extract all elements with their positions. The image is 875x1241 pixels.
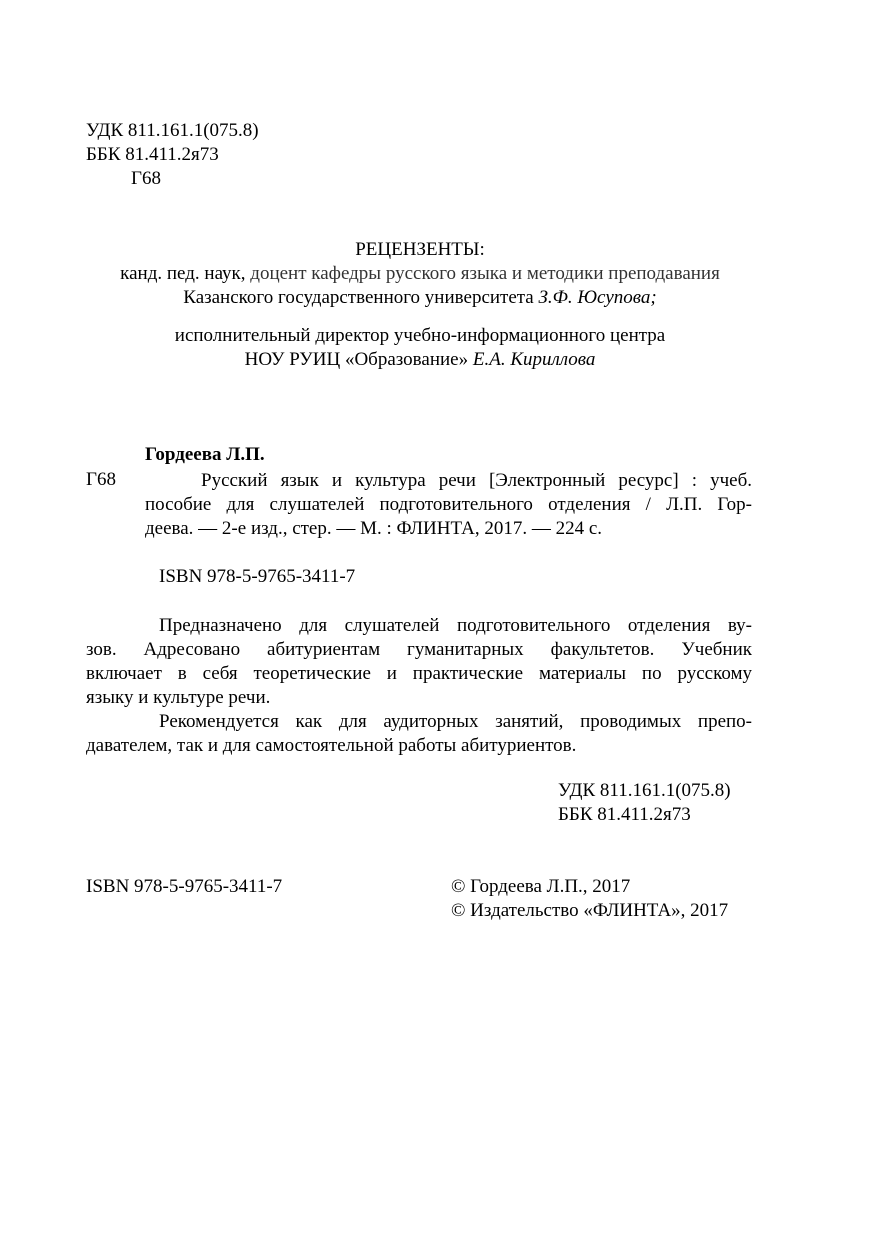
annotation-line-4: языку и культуре речи. [86,687,271,708]
annotation-line-1: Предназначено для слушателей подготовительного отделения ву- [159,615,752,636]
reviewer-2-affiliation: НОУ РУИЦ «Образование» [244,349,473,370]
reviewers-title: РЕЦЕНЗЕНТЫ: [355,239,485,260]
reviewer-1-name: З.Ф. Юсупова; [538,287,657,308]
entry-sign: Г68 [86,469,116,490]
annotation-line-5: Рекомендуется как для аудиторных занятий, проводимых препо- [159,711,752,732]
annotation-line-3: включает в себя теоретические и практические материалы по русскому [86,663,752,684]
entry-line-1: Русский язык и культура речи [Электронный ресурс] : учеб. [201,470,752,491]
annotation-line-2: зов. Адресовано абитуриентам гуманитарных факультетов. Учебник [86,639,752,660]
footer-bbk: ББК 81.411.2я73 [558,804,691,825]
footer-isbn: ISBN 978-5-9765-3411-7 [86,876,283,897]
entry-line-3: деева. — 2-е изд., стер. — М. : ФЛИНТА, 2017. — 224 с. [145,518,603,539]
reviewer-1-position: доцент кафедры русского языка и методики преподавания [250,263,720,284]
reviewer-2-line-1: исполнительный директор учебно-информационного центра [174,325,666,346]
reviewer-2-name: Е.А. Кириллова [472,349,596,370]
reviewer-1-line-1 [60,262,780,285]
entry-isbn: ISBN 978-5-9765-3411-7 [159,566,356,587]
reviewer-1-degree: канд. пед. наук, [120,263,251,284]
header-udk: УДК 811.161.1(075.8) [86,120,259,141]
reviewer-2-line-2 [60,348,780,371]
entry-author: Гордеева Л.П. [145,444,265,465]
copyright-publisher: © Издательство «ФЛИНТА», 2017 [451,900,729,921]
header-bbk: ББК 81.411.2я73 [86,144,219,165]
entry-line-2: пособие для слушателей подготовительного отделения / Л.П. Гор- [145,494,752,515]
reviewer-1-affiliation: Казанского государственного университета [183,287,539,308]
annotation-line-6: давателем, так и для самостоятельной работы абитуриентов. [86,735,577,756]
reviewer-1-line-2 [60,286,780,309]
header-author-sign: Г68 [131,168,161,189]
copyright-author: © Гордеева Л.П., 2017 [451,876,631,897]
footer-udk: УДК 811.161.1(075.8) [558,780,731,801]
